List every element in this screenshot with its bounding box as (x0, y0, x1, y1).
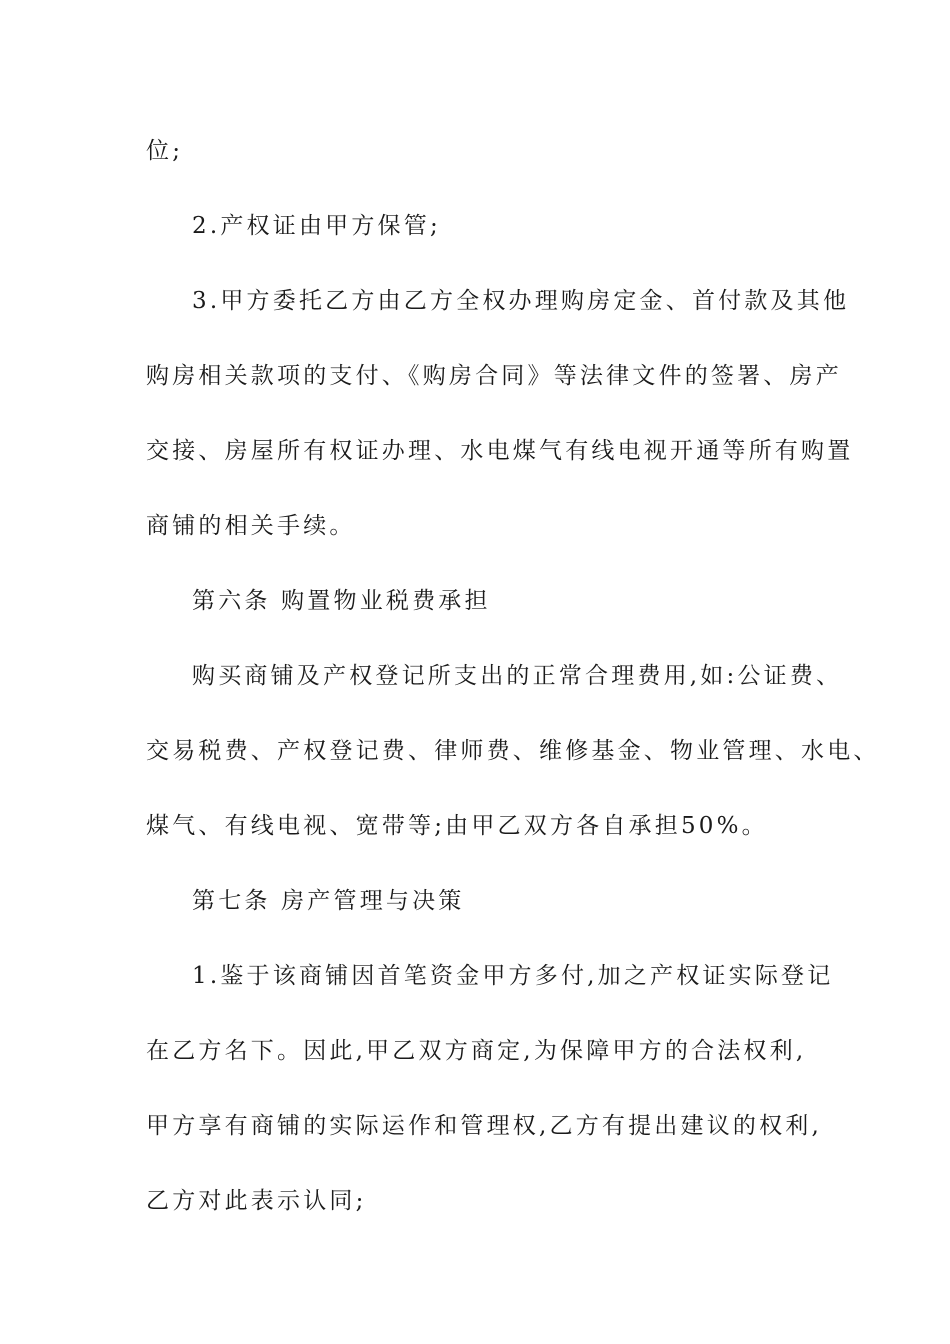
text-line: 位; (146, 138, 184, 164)
text-line: 购房相关款项的支付、《购房合同》等法律文件的签署、房产 (146, 363, 842, 389)
text-line: 甲方享有商铺的实际运作和管理权,乙方有提出建议的权利, (146, 1113, 823, 1139)
section-heading: 第七条 房产管理与决策 (192, 888, 465, 914)
text-line: 在乙方名下。因此,甲乙双方商定,为保障甲方的合法权利, (146, 1038, 807, 1064)
text-line: 购买商铺及产权登记所支出的正常合理费用,如:公证费、 (192, 663, 843, 689)
text-line: 交易税费、产权登记费、律师费、维修基金、物业管理、水电、 (146, 738, 880, 764)
section-heading: 第六条 购置物业税费承担 (192, 588, 491, 614)
text-line: 煤气、有线电视、宽带等;由甲乙双方各自承担50%。 (146, 813, 768, 839)
text-line: 商铺的相关手续。 (146, 513, 356, 539)
text-line: 乙方对此表示认同; (146, 1188, 367, 1214)
text-line: 交接、房屋所有权证办理、水电煤气有线电视开通等所有购置 (146, 438, 854, 464)
text-line: 1.鉴于该商铺因首笔资金甲方多付,加之产权证实际登记 (192, 963, 834, 989)
text-line: 3.甲方委托乙方由乙方全权办理购房定金、首付款及其他 (192, 288, 850, 314)
text-line: 2.产权证由甲方保管; (192, 213, 441, 239)
